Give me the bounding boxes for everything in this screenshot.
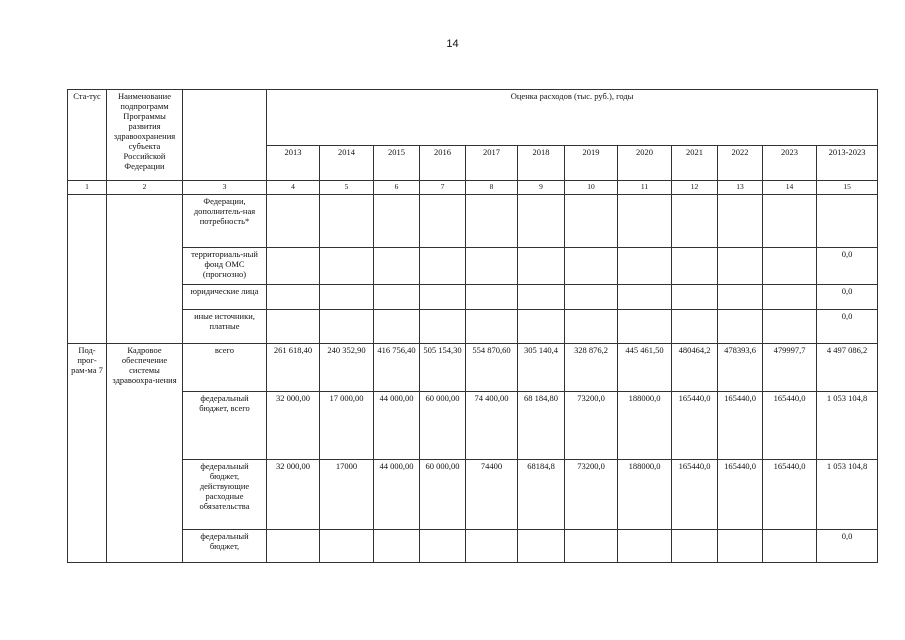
value-cell bbox=[718, 248, 763, 285]
value-cell bbox=[320, 248, 374, 285]
value-cell: 32 000,00 bbox=[267, 460, 320, 530]
value-cell bbox=[618, 285, 672, 310]
value-cell bbox=[518, 285, 565, 310]
value-cell: 480464,2 bbox=[672, 344, 718, 392]
header-source bbox=[183, 90, 267, 181]
header-year: 2016 bbox=[420, 146, 466, 181]
value-cell bbox=[267, 530, 320, 563]
value-cell bbox=[672, 530, 718, 563]
value-cell bbox=[672, 285, 718, 310]
value-cell bbox=[618, 310, 672, 344]
value-cell bbox=[374, 248, 420, 285]
value-cell: 60 000,00 bbox=[420, 460, 466, 530]
value-cell bbox=[374, 195, 420, 248]
header-year: 2013 bbox=[267, 146, 320, 181]
value-cell bbox=[374, 530, 420, 563]
value-cell: 165440,0 bbox=[672, 392, 718, 460]
value-cell bbox=[618, 195, 672, 248]
value-cell bbox=[267, 248, 320, 285]
subprogram-name: Кадровое обеспечение системы здравоохра-нения bbox=[107, 344, 183, 563]
value-cell bbox=[466, 285, 518, 310]
value-cell: 74 400,00 bbox=[466, 392, 518, 460]
value-cell: 165440,0 bbox=[718, 460, 763, 530]
header-year: 2013-2023 bbox=[817, 146, 878, 181]
value-cell: 73200,0 bbox=[565, 392, 618, 460]
header-year: 2015 bbox=[374, 146, 420, 181]
header-year: 2022 bbox=[718, 146, 763, 181]
subprogram-status: Под-прог-рам-ма 7 bbox=[68, 344, 107, 563]
value-cell: 74400 bbox=[466, 460, 518, 530]
value-cell: 188000,0 bbox=[618, 392, 672, 460]
value-cell bbox=[565, 285, 618, 310]
source-label: Федерации, дополнитель-ная потребность* bbox=[183, 195, 267, 248]
value-cell: 165440,0 bbox=[763, 392, 817, 460]
value-cell bbox=[320, 285, 374, 310]
value-cell bbox=[420, 530, 466, 563]
header-title: Оценка расходов (тыс. руб.), годы bbox=[267, 90, 878, 146]
value-cell bbox=[374, 285, 420, 310]
value-cell: 0,0 bbox=[817, 248, 878, 285]
value-cell bbox=[420, 310, 466, 344]
value-cell bbox=[565, 248, 618, 285]
value-cell bbox=[466, 195, 518, 248]
value-cell bbox=[518, 248, 565, 285]
name-cell-empty bbox=[107, 195, 183, 344]
value-cell: 32 000,00 bbox=[267, 392, 320, 460]
value-cell: 188000,0 bbox=[618, 460, 672, 530]
value-cell: 44 000,00 bbox=[374, 392, 420, 460]
column-number: 2 bbox=[107, 181, 183, 195]
source-label: юридические лица bbox=[183, 285, 267, 310]
value-cell: 44 000,00 bbox=[374, 460, 420, 530]
header-status: Ста-тус bbox=[68, 90, 107, 181]
page-number: 14 bbox=[446, 38, 459, 50]
source-label: федеральный бюджет, действующие расходные обязательства bbox=[183, 460, 267, 530]
value-cell bbox=[763, 285, 817, 310]
value-cell bbox=[763, 248, 817, 285]
value-cell: 17 000,00 bbox=[320, 392, 374, 460]
value-cell bbox=[320, 195, 374, 248]
value-cell: 0,0 bbox=[817, 285, 878, 310]
value-cell bbox=[267, 310, 320, 344]
value-cell: 305 140,4 bbox=[518, 344, 565, 392]
value-cell bbox=[420, 248, 466, 285]
column-number: 15 bbox=[817, 181, 878, 195]
value-cell: 505 154,30 bbox=[420, 344, 466, 392]
budget-table bbox=[67, 89, 878, 563]
value-cell: 68 184,80 bbox=[518, 392, 565, 460]
value-cell: 165440,0 bbox=[763, 460, 817, 530]
value-cell bbox=[267, 285, 320, 310]
value-cell: 261 618,40 bbox=[267, 344, 320, 392]
value-cell: 165440,0 bbox=[672, 460, 718, 530]
column-number: 14 bbox=[763, 181, 817, 195]
value-cell bbox=[718, 195, 763, 248]
value-cell: 60 000,00 bbox=[420, 392, 466, 460]
column-number: 11 bbox=[618, 181, 672, 195]
source-label: федеральный бюджет, bbox=[183, 530, 267, 563]
column-number: 5 bbox=[320, 181, 374, 195]
value-cell: 328 876,2 bbox=[565, 344, 618, 392]
value-cell: 68184,8 bbox=[518, 460, 565, 530]
value-cell bbox=[466, 310, 518, 344]
value-cell: 0,0 bbox=[817, 310, 878, 344]
status-cell-empty bbox=[68, 195, 107, 344]
column-number: 3 bbox=[183, 181, 267, 195]
value-cell bbox=[672, 195, 718, 248]
source-label: территориаль-ный фонд ОМС (прогнозно) bbox=[183, 248, 267, 285]
header-name: Наименование подпрограмм Программы развития здравоохранения субъекта Российской Федерации bbox=[107, 90, 183, 181]
value-cell bbox=[518, 195, 565, 248]
source-label: всего bbox=[183, 344, 267, 392]
value-cell bbox=[565, 310, 618, 344]
header-year: 2019 bbox=[565, 146, 618, 181]
value-cell bbox=[763, 310, 817, 344]
column-number: 10 bbox=[565, 181, 618, 195]
value-cell bbox=[763, 195, 817, 248]
value-cell: 1 053 104,8 bbox=[817, 392, 878, 460]
value-cell bbox=[420, 195, 466, 248]
value-cell: 0,0 bbox=[817, 530, 878, 563]
value-cell: 165440,0 bbox=[718, 392, 763, 460]
header-year: 2021 bbox=[672, 146, 718, 181]
header-year: 2018 bbox=[518, 146, 565, 181]
value-cell bbox=[320, 530, 374, 563]
column-number: 4 bbox=[267, 181, 320, 195]
value-cell bbox=[763, 530, 817, 563]
value-cell bbox=[267, 195, 320, 248]
value-cell bbox=[618, 248, 672, 285]
header-year: 2020 bbox=[618, 146, 672, 181]
value-cell bbox=[518, 530, 565, 563]
header-year: 2023 bbox=[763, 146, 817, 181]
value-cell: 416 756,40 bbox=[374, 344, 420, 392]
value-cell bbox=[672, 310, 718, 344]
value-cell: 4 497 086,2 bbox=[817, 344, 878, 392]
column-number: 13 bbox=[718, 181, 763, 195]
value-cell bbox=[374, 310, 420, 344]
column-number: 9 bbox=[518, 181, 565, 195]
value-cell: 73200,0 bbox=[565, 460, 618, 530]
value-cell bbox=[672, 248, 718, 285]
value-cell bbox=[718, 310, 763, 344]
column-number: 6 bbox=[374, 181, 420, 195]
value-cell: 445 461,50 bbox=[618, 344, 672, 392]
value-cell: 554 870,60 bbox=[466, 344, 518, 392]
value-cell bbox=[718, 530, 763, 563]
header-year: 2017 bbox=[466, 146, 518, 181]
source-label: иные источники, платные bbox=[183, 310, 267, 344]
value-cell: 1 053 104,8 bbox=[817, 460, 878, 530]
value-cell: 478393,6 bbox=[718, 344, 763, 392]
value-cell: 479997,7 bbox=[763, 344, 817, 392]
column-number: 8 bbox=[466, 181, 518, 195]
value-cell bbox=[420, 285, 466, 310]
value-cell bbox=[466, 248, 518, 285]
value-cell: 240 352,90 bbox=[320, 344, 374, 392]
value-cell bbox=[320, 310, 374, 344]
value-cell bbox=[618, 530, 672, 563]
column-number: 7 bbox=[420, 181, 466, 195]
value-cell bbox=[466, 530, 518, 563]
value-cell bbox=[518, 310, 565, 344]
column-number: 1 bbox=[68, 181, 107, 195]
column-number: 12 bbox=[672, 181, 718, 195]
source-label: федеральный бюджет, всего bbox=[183, 392, 267, 460]
value-cell bbox=[565, 195, 618, 248]
header-year: 2014 bbox=[320, 146, 374, 181]
value-cell bbox=[817, 195, 878, 248]
value-cell: 17000 bbox=[320, 460, 374, 530]
value-cell bbox=[718, 285, 763, 310]
value-cell bbox=[565, 530, 618, 563]
